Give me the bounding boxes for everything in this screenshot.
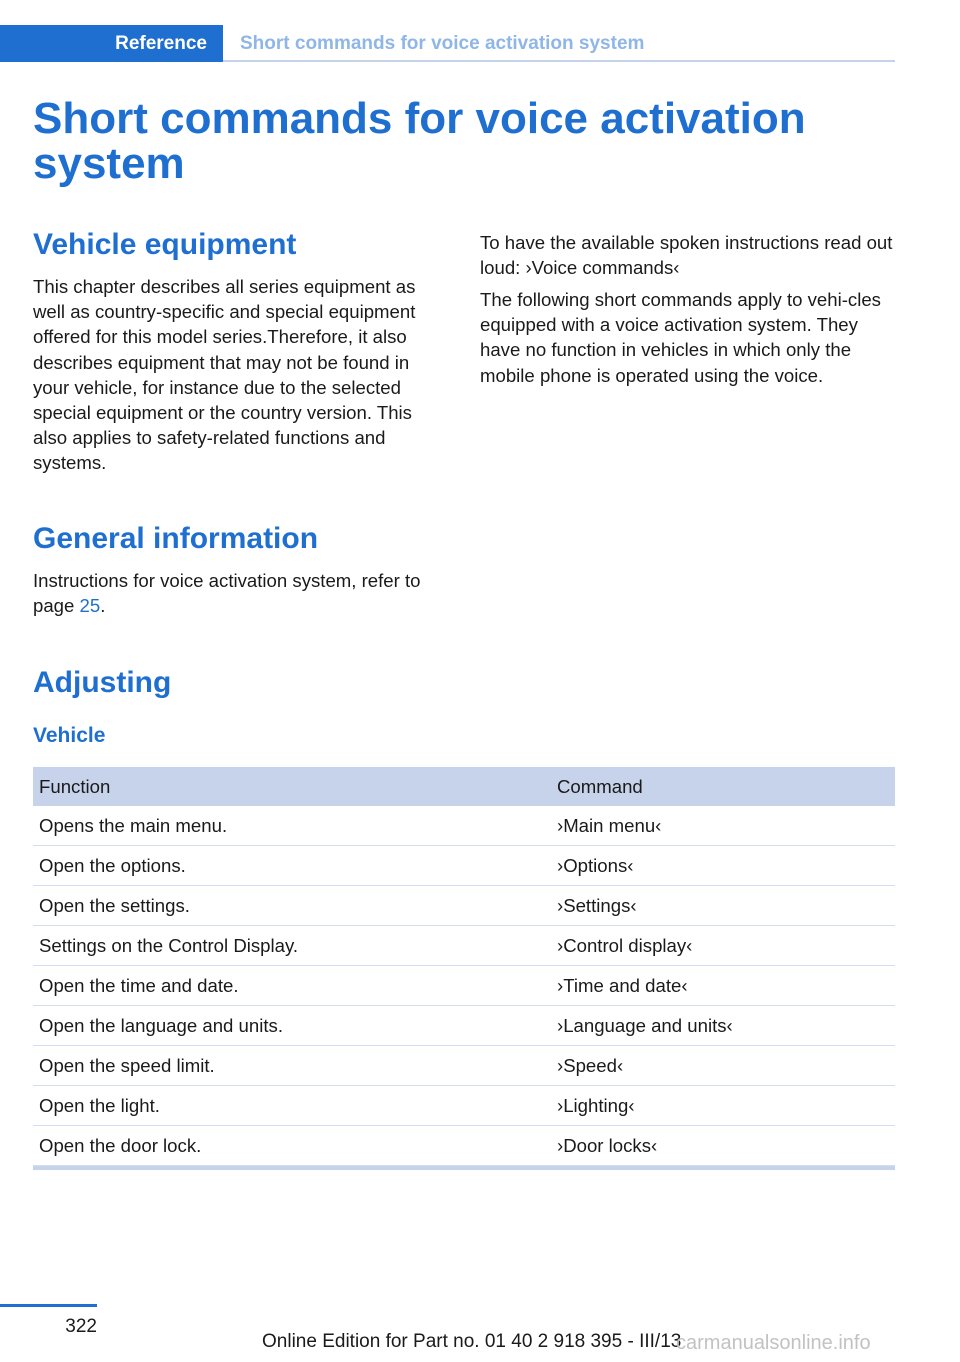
function-cell: Open the door lock. [39, 1134, 202, 1156]
page-header [0, 25, 895, 62]
table-row [33, 1086, 895, 1126]
commands-table [33, 767, 895, 1170]
section-tab[interactable]: Reference [0, 25, 223, 62]
page-number-rule [0, 1304, 97, 1307]
function-cell: Open the options. [39, 854, 186, 876]
table-row [33, 966, 895, 1006]
command-cell: ›Lighting‹ [557, 1094, 635, 1116]
edition-info: Online Edition for Part no. 01 40 2 918 395 - III/13 [262, 1331, 682, 1352]
table-row [33, 806, 895, 846]
header-divider [223, 60, 895, 62]
function-cell: Open the settings. [39, 894, 190, 916]
general-information-text-after: . [100, 595, 106, 617]
function-cell: Open the speed limit. [39, 1054, 215, 1076]
table-header-row [33, 767, 895, 806]
table-row [33, 1046, 895, 1086]
table-row [33, 886, 895, 926]
heading-adjusting: Adjusting [33, 666, 172, 699]
function-cell: Opens the main menu. [39, 814, 228, 836]
function-cell: Settings on the Control Display. [39, 934, 299, 956]
function-cell: Open the time and date. [39, 974, 239, 996]
table-row [33, 1006, 895, 1046]
short-commands-intro: The following short commands apply to vehi‐cles equipped with a voice activation system. They have no function in vehicles in which only the mobile phone is operated using the voice. [480, 289, 881, 386]
command-cell: ›Time and date‹ [557, 974, 688, 996]
voice-commands-intro: To have the available spoken instructions read out loud: ›Voice commands‹ [480, 232, 893, 279]
page-title: Short commands for voice activation system [33, 94, 806, 188]
general-information-text-before: Instructions for voice activation system, refer to page [33, 570, 421, 617]
heading-general-information: General information [33, 522, 319, 555]
command-cell: ›Language and units‹ [557, 1014, 733, 1036]
column-header-command: Command [557, 775, 643, 797]
table-row [33, 926, 895, 966]
function-cell: Open the language and units. [39, 1014, 283, 1036]
page-link[interactable]: 25 [79, 595, 101, 617]
general-information-text [33, 568, 449, 618]
watermark: carmanualsonline.info [676, 1332, 871, 1354]
subheading-vehicle: Vehicle [33, 724, 106, 747]
command-cell: ›Speed‹ [557, 1054, 624, 1076]
breadcrumb[interactable]: Short commands for voice activation system [240, 33, 645, 54]
command-cell: ›Control display‹ [557, 934, 693, 956]
command-cell: ›Door locks‹ [557, 1134, 658, 1156]
command-cell: ›Options‹ [557, 854, 634, 876]
function-cell: Open the light. [39, 1094, 160, 1116]
command-cell: ›Settings‹ [557, 894, 637, 916]
command-cell: ›Main menu‹ [557, 814, 662, 836]
heading-vehicle-equipment: Vehicle equipment [33, 228, 297, 261]
table-row [33, 846, 895, 886]
table-row [33, 1126, 895, 1166]
column-header-function: Function [39, 775, 111, 797]
page-number: 322 [65, 1316, 97, 1337]
table-bottom-rule [33, 1166, 895, 1170]
vehicle-equipment-text: This chapter describes all series equipment as well as country-specific and special equipment offered for this model series.Therefore, it also describes equipment that may not be found in your vehicle, for instance due to the selected special equipment or the country version. This also applies to safety-related functions and systems. [33, 276, 416, 474]
